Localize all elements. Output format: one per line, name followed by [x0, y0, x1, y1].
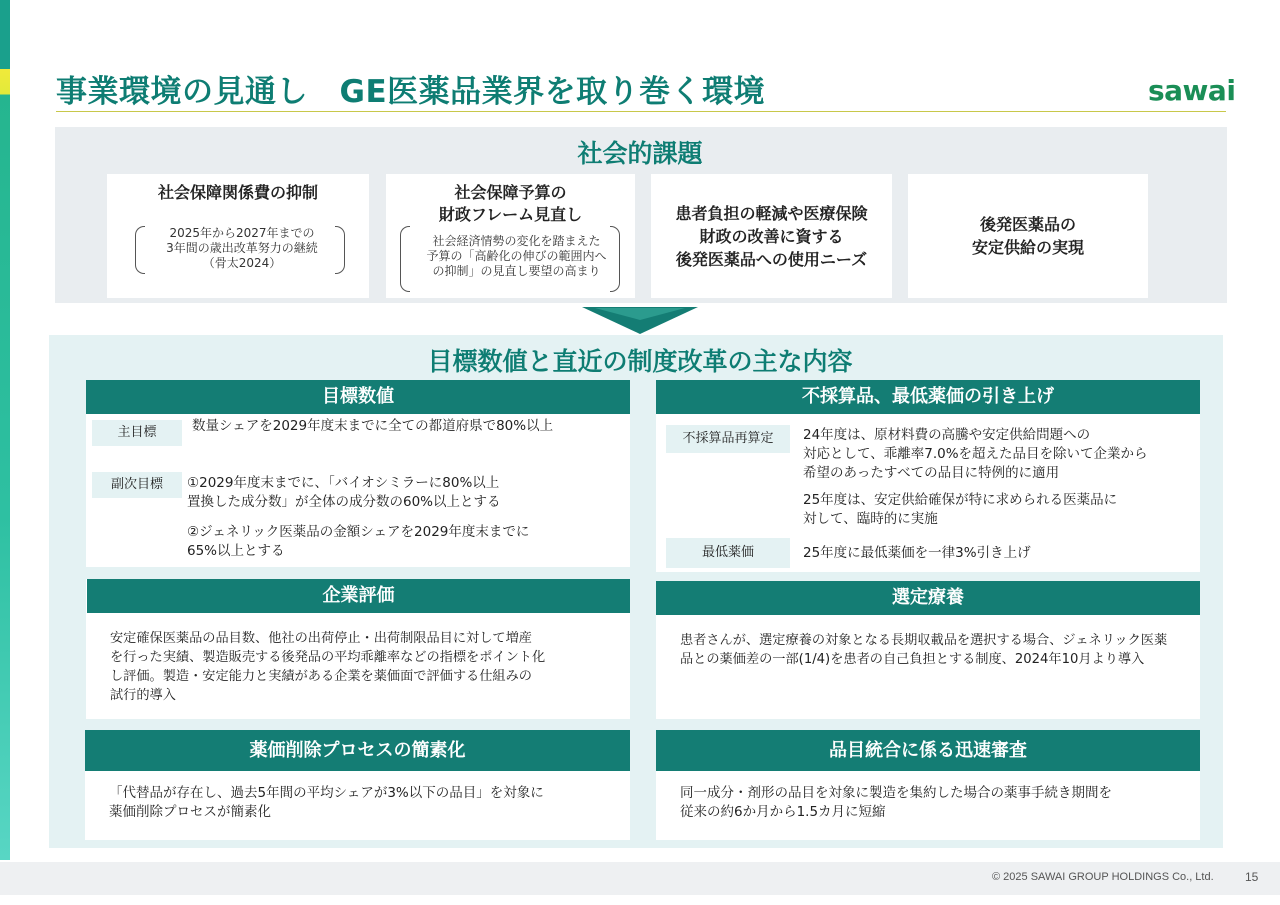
price-text-unprofitable-25: 25年度は、安定供給確保が特に求められる医薬品に 対して、臨時的に実施 [803, 492, 1118, 527]
goal-sub-label: 副次目標 [92, 472, 182, 498]
delisting-process-card [85, 730, 630, 840]
selected-treatment-text: 患者さんが、選定療養の対象となる長期収載品を選択する場合、ジェネリック医薬 品との薬価差の一部(1/4)を患者の自己負担とする制度、2024年10月より導入 [680, 633, 1168, 667]
social-box-cost-restraint [107, 174, 369, 298]
copyright: © 2025 SAWAI GROUP HOLDINGS Co., Ltd. [992, 871, 1214, 883]
delisting-process-header: 薬価削除プロセスの簡素化 [85, 730, 630, 771]
price-text-minimum: 25年度に最低薬価を一律3%引き上げ [803, 545, 1031, 561]
goals-card [86, 380, 630, 567]
price-card [656, 380, 1200, 572]
rapid-review-card [656, 730, 1200, 840]
selected-treatment-card [656, 581, 1200, 719]
social-box-budget-framework [386, 174, 635, 298]
targets-heading: 目標数値と直近の制度改革の主な内容 [427, 347, 853, 376]
price-card-header: 不採算品、最低薬価の引き上げ [656, 380, 1200, 414]
title-rule [56, 111, 1226, 112]
price-label-minimum: 最低薬価 [666, 538, 790, 568]
social-box-title: 患者負担の軽減や医療保険 財政の改善に資する 後発医薬品への使用ニーズ [675, 204, 868, 269]
rapid-review-text: 同一成分・剤形の品目を対象に製造を集約した場合の薬事手続き期間を 従来の約6か月から1.5カ月に短縮 [680, 785, 1112, 820]
social-box-stable-supply [908, 174, 1148, 298]
social-box-title: 社会保障関係費の抑制 [157, 183, 318, 202]
goal-sub-text-1: ①2029年度末までに、「バイオシミラーに80%以上 置換した成分数」が全体の成分数の60%以上とする [187, 475, 501, 510]
goal-main-label: 主目標 [92, 420, 182, 446]
left-bracket [400, 226, 410, 292]
page-number: 15 [1245, 870, 1259, 884]
left-accent-bar [0, 0, 10, 860]
social-box-note: 社会経済情勢の変化を踏まえた 予算の「高齢化の伸びの範囲内へ の抑制」の見直し要望の高まり [426, 234, 607, 278]
goal-sub-text-2: ②ジェネリック医薬品の金額シェアを2029年度末までに 65%以上とする [187, 524, 530, 559]
social-box-title: 後発医薬品の 安定供給の実現 [971, 215, 1084, 257]
right-bracket [610, 226, 620, 292]
social-issues-heading: 社会的課題 [577, 139, 703, 168]
company-evaluation-text: 安定確保医薬品の品目数、他社の出荷停止・出荷制限品目に対して増産 を行った実績、製造販売する後発品の平均乖離率などの指標をポイント化 し評価。製造・安定能力と実績がある企業を薬価面で評価する仕組みの 試行的導入 [110, 631, 546, 703]
company-logo: sawai [1148, 74, 1236, 107]
price-label-unprofitable: 不採算品再算定 [666, 425, 790, 453]
goal-main-text: 数量シェアを2029年度末までに全ての都道府県で80%以上 [192, 418, 554, 434]
down-arrow-highlight [595, 308, 685, 320]
price-text-unprofitable-24: 24年度は、原材料費の高騰や安定供給問題への 対応として、乖離率7.0%を超えた品目を除いて企業から 希望のあったすべての品目に特例的に適用 [803, 427, 1148, 481]
selected-treatment-header: 選定療養 [656, 581, 1200, 615]
social-box-title: 社会保障予算の 財政フレーム見直し [438, 183, 583, 224]
right-bracket [335, 226, 345, 274]
page-title: 事業環境の見通し GE医薬品業界を取り巻く環境 [56, 74, 766, 110]
social-box-note: 2025年から2027年までの 3年間の歳出改革努力の継続 （骨太2024） [166, 226, 318, 270]
goals-card-header: 目標数値 [86, 380, 630, 414]
delisting-process-text: 「代替品が存在し、過去5年間の平均シェアが3%以下の品目」を対象に 薬価削除プロセスが簡素化 [109, 785, 544, 820]
social-box-generic-needs [651, 174, 892, 298]
company-evaluation-header: 企業評価 [87, 579, 630, 613]
company-evaluation-card [86, 579, 630, 719]
rapid-review-header: 品目統合に係る迅速審査 [656, 730, 1200, 771]
